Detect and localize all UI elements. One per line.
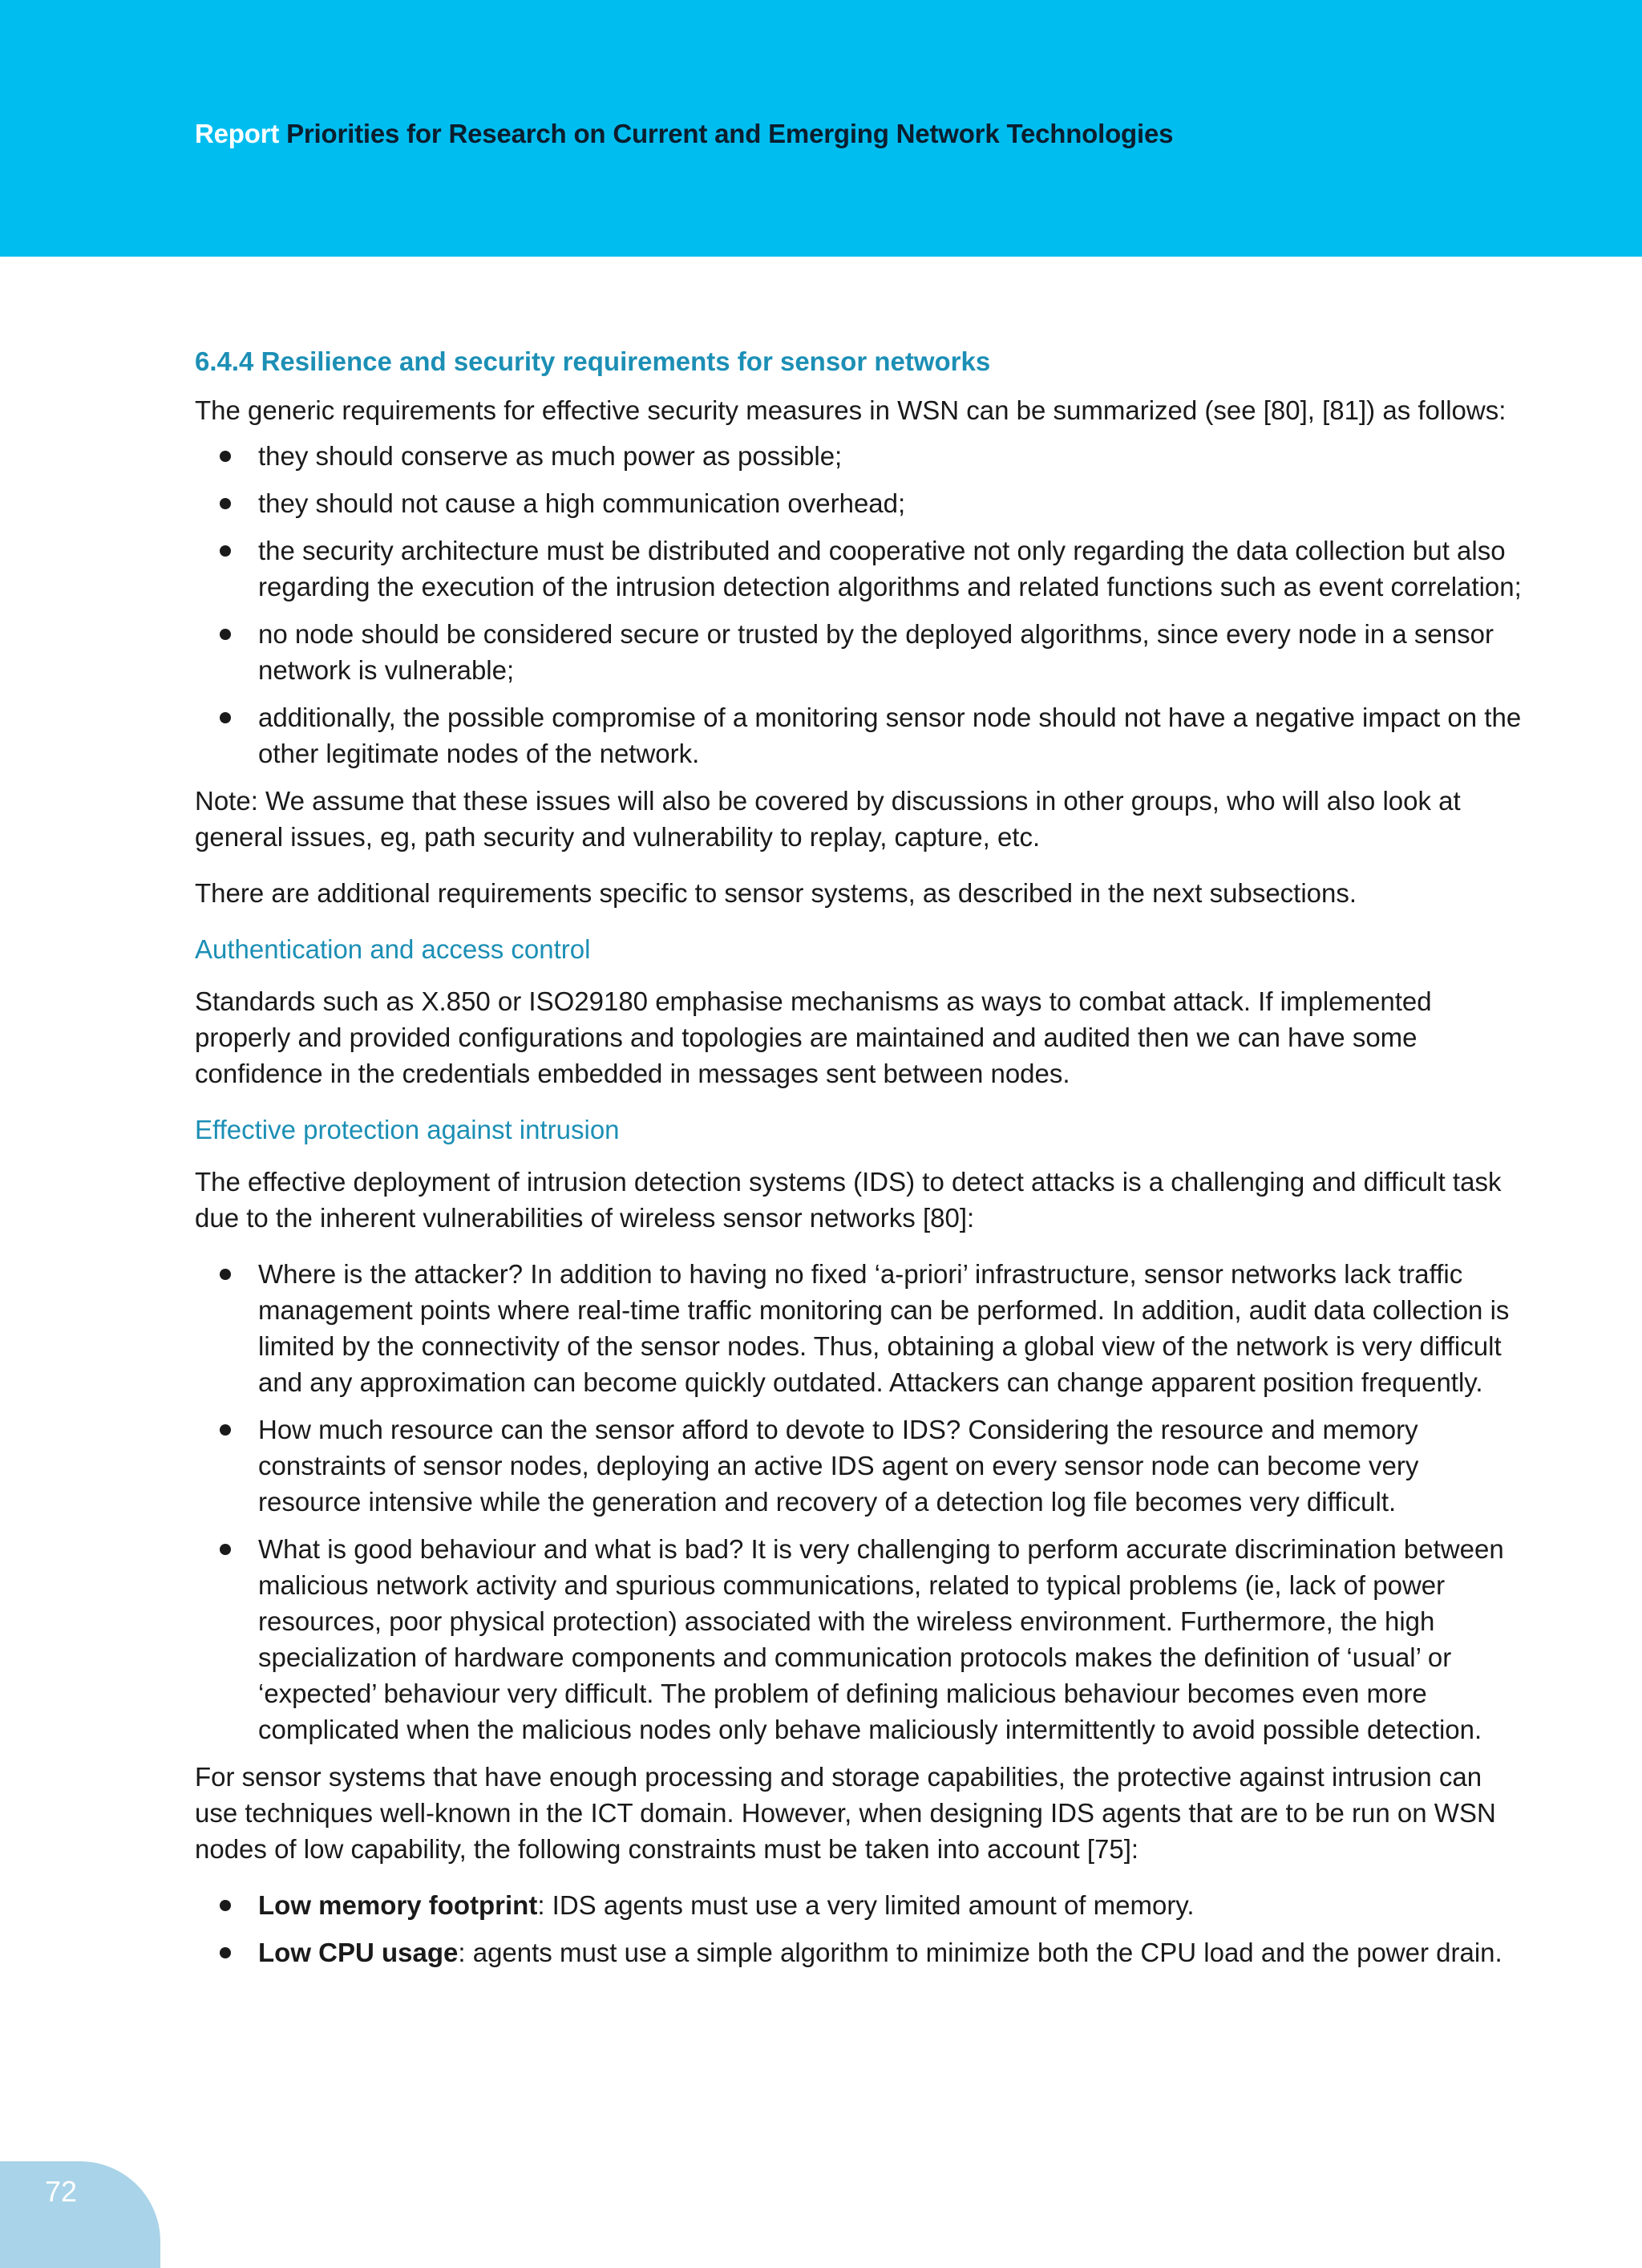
protection-heading: Effective protection against intrusion — [195, 1115, 620, 1144]
section-heading: 6.4.4 Resilience and security requirements for sensor networks — [195, 346, 991, 376]
page-content — [195, 343, 1526, 1982]
bullet-icon — [220, 1544, 231, 1555]
list-item-text: How much resource can the sensor afford to devote to IDS? Considering the resource and memory constraints of sensor nodes, deploying an active IDS agent on every sensor node can become very resource intensive while the generation and recovery of a detection log file becomes very difficult. — [258, 1415, 1419, 1517]
protection-intro: The effective deployment of intrusion detection systems (IDS) to detect attacks is a challenging and difficult task due to the inherent vulnerabilities of wireless sensor networks [80]: — [195, 1167, 1502, 1233]
bullet-icon — [220, 1269, 231, 1280]
constraints-intro: For sensor systems that have enough processing and storage capabilities, the protective against intrusion can use techniques well-known in the ICT domain. However, when designing IDS agents that are to be run on WSN nodes of low capability, the following constraints must be taken into account [75]: — [195, 1762, 1496, 1864]
bullet-icon — [220, 451, 231, 462]
list-item-text: the security architecture must be distributed and cooperative not only regarding the data collection but also regarding the execution of the intrusion detection algorithms and related functions such as event correlation; — [258, 536, 1522, 601]
list-item — [195, 485, 1526, 521]
list-item-text: they should conserve as much power as possible; — [258, 441, 843, 471]
bullet-icon — [220, 1900, 231, 1911]
list-item-text: Where is the attacker? In addition to having no fixed ‘a-priori’ infrastructure, sensor networks lack traffic management points where real-time traffic monitoring can be performed. In addition, audit data collection is limited by the connectivity of the sensor nodes. Thus, obtaining a global view of the network is very difficult and any approximation can become quickly outdated. Attackers can change apparent position frequently. — [258, 1259, 1510, 1397]
auth-paragraph: Standards such as X.850 or ISO29180 emphasise mechanisms as ways to combat attack. If implemented properly and provided configurations and topologies are maintained and audited then we can have some confidence in the credentials embedded in messages sent between nodes. — [195, 986, 1432, 1088]
additional-paragraph: There are additional requirements specific to sensor systems, as described in the next subsections. — [195, 878, 1357, 908]
constraint-desc: : IDS agents must use a very limited amount of memory. — [537, 1890, 1195, 1920]
list-item — [195, 1934, 1526, 1970]
list-item — [195, 533, 1526, 605]
auth-heading: Authentication and access control — [195, 934, 591, 964]
list-item — [195, 616, 1526, 688]
constraint-term: Low memory footprint — [258, 1890, 538, 1920]
bullet-icon — [220, 712, 231, 723]
list-item — [195, 1256, 1526, 1400]
constraint-desc: : agents must use a simple algorithm to minimize both the CPU load and the power drain. — [458, 1938, 1502, 1967]
list-item-text: they should not cause a high communication overhead; — [258, 488, 906, 518]
list-item — [195, 699, 1526, 772]
constraints-list — [195, 1887, 1526, 1970]
list-item-text: no node should be considered secure or trusted by the deployed algorithms, since every node in a sensor network is vulnerable; — [258, 619, 1494, 685]
list-item — [195, 1887, 1526, 1923]
list-item — [195, 1531, 1526, 1748]
page-number: 72 — [45, 2175, 78, 2208]
list-item-text: What is good behaviour and what is bad? It is very challenging to perform accurate discrimination between malicious network activity and spurious communications, related to typical problems (ie, lack of power resources, poor physical protection) associated with the wireless environment. Furthermore, the high specialization of hardware components and communication protocols makes the definition of ‘usual’ or ‘expected’ behaviour very difficult. The problem of defining malicious behaviour becomes even more complicated when the malicious nodes only behave maliciously intermittently to avoid possible detection. — [258, 1534, 1504, 1744]
constraint-term: Low CPU usage — [258, 1938, 459, 1967]
section-intro: The generic requirements for effective security measures in WSN can be summarized (see [80], [81]) as follows: — [195, 395, 1507, 425]
bullet-icon — [220, 545, 231, 557]
requirements-list — [195, 438, 1526, 772]
list-item — [195, 1411, 1526, 1520]
bullet-icon — [220, 498, 231, 509]
note-paragraph: Note: We assume that these issues will also be covered by discussions in other groups, who will also look at general issues, eg, path security and vulnerability to replay, capture, etc. — [195, 786, 1461, 852]
list-item — [195, 438, 1526, 474]
report-title: Priorities for Research on Current and Emerging Network Technologies — [286, 119, 1174, 148]
list-item-text: additionally, the possible compromise of a monitoring sensor node should not have a negative impact on the other legitimate nodes of the network. — [258, 703, 1522, 768]
report-label: Report — [195, 119, 280, 148]
report-header — [195, 119, 1173, 149]
page-number-tab — [0, 2161, 160, 2268]
bullet-icon — [220, 1424, 231, 1436]
bullet-icon — [220, 629, 231, 640]
bullet-icon — [220, 1947, 231, 1958]
challenges-list — [195, 1256, 1526, 1748]
